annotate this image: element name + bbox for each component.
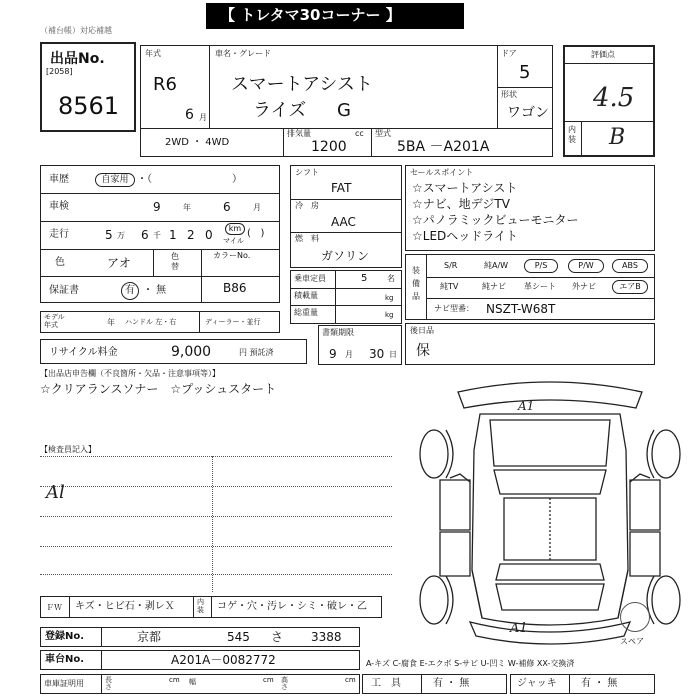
weight-label: 総重量 <box>294 308 318 317</box>
equip-navi: 純ナビ <box>482 282 506 291</box>
inspector-label: 【検査員記入】 <box>40 445 96 454</box>
equipment-box <box>405 254 655 320</box>
mileage-digit-1: 1 <box>169 228 177 242</box>
navi-value: NSZT-W68T <box>486 302 556 316</box>
sales-points-box <box>405 165 655 251</box>
lot-box <box>40 42 136 132</box>
model-year-unit: 年 <box>107 318 115 327</box>
header-sub: （補台帳）対応補越 <box>40 26 112 35</box>
banner-title: 【 トレタマ30コーナー 】 <box>220 6 401 24</box>
mileage-man: 5 <box>105 228 113 242</box>
aircon-label: 冷房 <box>295 201 327 210</box>
diagram-front-mark: A1 <box>518 399 535 413</box>
sales-point-3: ☆パノラミックビューモニター <box>412 213 579 227</box>
shift-label: シフト <box>295 168 319 177</box>
fuel-value: ガソリン <box>321 249 370 263</box>
equip-tv: 純TV <box>440 282 459 291</box>
displacement-unit: cc <box>355 129 364 138</box>
shift-value: FAT <box>331 181 352 195</box>
doors-label: ドア <box>501 49 517 58</box>
deadline-day-unit: 日 <box>389 350 397 359</box>
jack-box <box>510 674 655 694</box>
load-label: 積載量 <box>294 291 318 300</box>
model-year-label: モデル年式 <box>44 313 65 329</box>
equip-abs: ABS <box>612 259 648 273</box>
color-code-label: カラーNo. <box>213 251 251 260</box>
top-info-box <box>140 45 553 157</box>
capacity-box <box>290 270 402 324</box>
drive-text: 2WD ・ 4WD <box>165 137 230 148</box>
fw-row <box>40 596 382 618</box>
displacement-value: 1200 <box>311 139 347 155</box>
equip-leather: 革シート <box>524 282 556 291</box>
jack-value: 有 ・ 無 <box>581 678 618 689</box>
model-label: 車名・グレード <box>215 49 271 58</box>
fw-text2-label: 内装 <box>197 598 204 614</box>
year-month: 6 <box>185 107 194 123</box>
inspector-area <box>40 456 392 596</box>
chassis-label: 車台No. <box>45 654 85 665</box>
sales-point-2: ☆ナビ、地デジTV <box>412 197 510 211</box>
year-value: R6 <box>153 74 177 95</box>
spec-box <box>290 165 402 268</box>
navi-label: ナビ型番： <box>434 304 474 313</box>
mileage-digit-2: 2 <box>187 228 195 242</box>
damage-legend: A-キズ C-腐食 E-エクボ S-サビ U-凹ミ W-補修 XX-交換済 <box>366 659 575 668</box>
inspection-month-unit: 月 <box>253 203 261 212</box>
mileage-sen: 6 <box>141 228 149 242</box>
warranty-yes: 有 <box>121 282 139 300</box>
chassis-row <box>40 650 360 670</box>
tools-label: 工 具 <box>371 678 401 689</box>
inspection-label: 車検 <box>49 201 69 212</box>
history-value: 自家用 <box>95 173 135 187</box>
model-name: スマートアシスト <box>231 74 373 95</box>
model-grade: G <box>337 100 351 121</box>
sales-point-4: ☆LEDヘッドライト <box>412 229 518 243</box>
mileage-label: 走行 <box>49 229 69 240</box>
lot-number: 8561 <box>58 92 120 120</box>
score-box <box>563 45 655 157</box>
warranty-label: 保証書 <box>49 285 79 296</box>
cert-cm1: cm <box>169 676 180 684</box>
after-items-label: 後日品 <box>410 326 434 335</box>
model-grade-name: ライズ <box>253 100 307 121</box>
model-year-dealer: ディーラー・並行 <box>205 318 261 326</box>
sales-point-1: ☆スマートアシスト <box>412 181 518 195</box>
model-year-row <box>40 311 280 333</box>
header-banner <box>206 3 464 29</box>
cert-label: 車庫証明用 <box>44 679 84 688</box>
load-unit: kg <box>385 294 394 302</box>
notes-text: ☆クリアランスソナー ☆プッシュスタート <box>40 382 277 396</box>
cert-cm3: cm <box>345 676 356 684</box>
registration-number: 3388 <box>311 630 342 644</box>
recycle-value: 9,000 <box>171 344 212 360</box>
type-label: 型式 <box>375 129 391 138</box>
cert-l3: 高さ <box>281 676 288 691</box>
mileage-km: km <box>225 223 245 235</box>
warranty-no: ・ 無 <box>143 285 167 296</box>
shape-value: ワゴン <box>507 105 549 121</box>
diagram-rear-mark: A1 <box>510 621 528 636</box>
registration-place: 京都 <box>137 630 162 644</box>
seats-label: 乗車定員 <box>294 274 326 283</box>
tools-value: 有 ・ 無 <box>433 678 470 689</box>
aircon-value: AAC <box>331 215 356 229</box>
color-change-label: 色替 <box>171 252 179 271</box>
deadline-month-unit: 月 <box>345 350 353 359</box>
after-items-box <box>405 323 655 365</box>
inspection-year-unit: 年 <box>183 203 191 212</box>
fw-label: ＦＷ <box>46 603 62 612</box>
tools-box <box>362 674 507 694</box>
cert-l1: 長さ <box>105 676 112 691</box>
weight-unit: kg <box>385 311 394 319</box>
fw-text2: コゲ・穴・汚レ・シミ・破レ・乙 <box>217 601 367 612</box>
equip-sr: S/R <box>444 261 458 270</box>
score-label: 評価点 <box>591 50 615 59</box>
doors-value: 5 <box>519 62 531 83</box>
cert-cm2: cm <box>263 676 274 684</box>
registration-row <box>40 627 360 647</box>
interior-label: 内装 <box>568 125 576 145</box>
spare-tire-icon <box>620 602 650 632</box>
jack-label: ジャッキ <box>517 678 557 689</box>
seats-value: 5 <box>361 273 368 284</box>
equip-ext-navi: 外ナビ <box>572 282 596 291</box>
color-label: 色 <box>55 257 65 268</box>
inspection-year: 9 <box>153 200 161 214</box>
displacement-label: 排気量 <box>287 129 311 138</box>
equipment-label: 装備品 <box>412 266 420 301</box>
registration-class: 545 <box>227 630 250 644</box>
seats-unit: 名 <box>387 274 395 283</box>
registration-label: 登録No. <box>45 631 85 642</box>
color-value: アオ <box>107 256 131 270</box>
inspector-note: Al <box>46 482 65 503</box>
equip-aw: 純A/W <box>484 261 509 270</box>
model-year-handle: ハンドル 左・右 <box>125 318 177 326</box>
sales-points-label: セールスポイント <box>410 168 474 177</box>
mileage-digit-3: 0 <box>205 228 213 242</box>
detail-grid <box>40 165 280 303</box>
color-code: B86 <box>223 281 247 295</box>
notes-label: 【出品店申告欄（不良箇所・欠品・注意事項等）】 <box>40 369 220 378</box>
lot-label: 出品No. <box>50 51 105 67</box>
equip-pw: P/W <box>568 259 604 273</box>
chassis-value: A201A－0082772 <box>171 653 276 667</box>
spare-label: スペア <box>620 637 644 646</box>
deadline-label: 書類期限 <box>322 328 354 337</box>
lot-stamp: [2058] <box>46 67 73 76</box>
recycle-unit: 円 預託済 <box>239 348 274 357</box>
year-month-unit: 月 <box>199 113 207 122</box>
type-value: 5BA －A201A <box>397 139 490 155</box>
shape-label: 形状 <box>501 90 517 99</box>
deadline-box <box>318 325 402 365</box>
fuel-label: 燃料 <box>295 234 327 243</box>
mileage-sen-unit: 千 <box>153 231 161 240</box>
deadline-month: 9 <box>329 347 337 361</box>
inspection-month: 6 <box>223 200 231 214</box>
after-items-value: 保 <box>416 343 430 359</box>
deadline-day: 30 <box>369 347 385 361</box>
cert-row <box>40 674 360 694</box>
mileage-paren: ( ) <box>247 228 265 239</box>
cert-l2: 幅 <box>189 678 196 686</box>
interior-value: B <box>609 125 626 150</box>
score-value: 4.5 <box>593 83 635 113</box>
registration-kana: さ <box>271 630 284 644</box>
recycle-row <box>40 339 307 364</box>
history-label: 車歴 <box>49 174 69 185</box>
equip-ps: P/S <box>524 259 558 273</box>
fw-text1: キズ・ヒビ石・剥レＸ <box>75 601 175 612</box>
equip-airbag: エアB <box>612 280 648 294</box>
recycle-label: リサイクル料金 <box>49 347 118 358</box>
mileage-mile: マイル <box>223 237 244 245</box>
history-rest: ・（ ） <box>137 174 242 185</box>
mileage-man-unit: 万 <box>117 231 125 240</box>
year-label: 年式 <box>145 49 161 58</box>
